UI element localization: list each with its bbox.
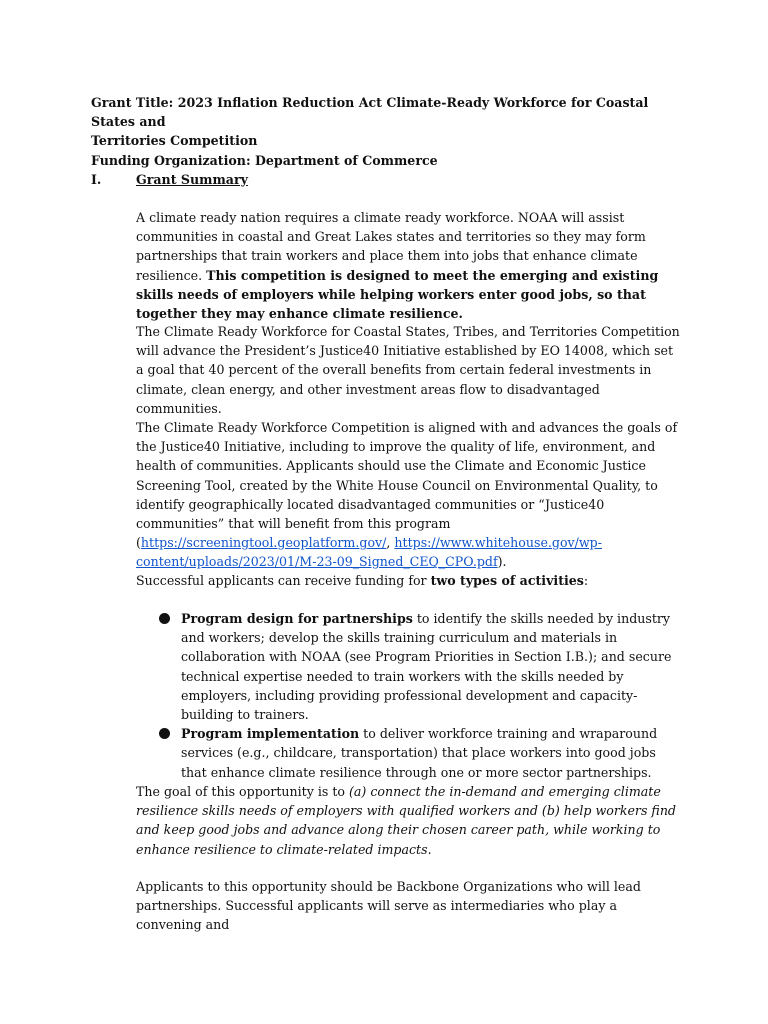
paragraph-intro xyxy=(136,208,681,323)
paragraph-activities-text: Successful applicants can receive funding for xyxy=(136,573,431,588)
list-item-text: to identify the skills needed by industry and workers; develop the skills training curriculum and materials in collaboration with NOAA (see Program Priorities in Section I.B.); and secure technical expertise needed to train workers with the skills needed by employers, including providing professional development and capacity-building to trainers. xyxy=(181,611,672,723)
paragraph-applicants xyxy=(136,877,681,935)
paragraph-activities-bold: two types of activities xyxy=(430,573,584,588)
list-item xyxy=(136,724,681,782)
paragraph-alignment-end: ). xyxy=(497,554,507,570)
section-number: I. xyxy=(91,172,102,187)
paragraph-applicants-text: Applicants to this opportunity should be Backbone Organizations who will lead partnerships. Successful applicants will serve as intermediaries who play a convening and xyxy=(136,879,641,933)
paragraph-goal-italic: (a) connect the in-demand and emerging climate resilience skills needs of employers with qualified workers and (b) help workers find and keep good jobs and advance along their chosen career path, while working to enhance resilience to climate-related impacts. xyxy=(136,784,676,857)
grant-title-line-1: Grant Title: 2023 Inflation Reduction Act Climate-Ready Workforce for Coastal States and xyxy=(91,95,649,130)
grant-title-line-2: Territories Competition xyxy=(91,133,258,149)
list-item-bold: Program implementation xyxy=(181,726,360,742)
paragraph-goal xyxy=(136,782,681,859)
whitehouse-memo-link[interactable]: https://www.whitehouse.gov/wp-content/uploads/2023/01/M-23-09_Signed_CEQ_CPO.pdf xyxy=(136,535,602,570)
section-heading xyxy=(91,170,248,189)
paragraph-activities-end: : xyxy=(583,573,589,588)
screeningtool-link[interactable]: https://screeningtool.geoplatform.gov/ xyxy=(140,535,387,551)
paragraph-alignment-text: The Climate Ready Workforce Competition is aligned with and advances the goals of the Justice40 Initiative, including to improve the quality of life, environment, and health of communities. Applicants should use the Climate and Economic Justice Screening Tool, created by the White House Council on Environmental Quality, to identify geographically located disadvantaged communities or “Justice40 communities” that will benefit from this program ( xyxy=(136,420,678,551)
paragraph-activities xyxy=(136,571,681,590)
bullet-icon xyxy=(159,728,170,739)
list-item xyxy=(136,609,681,724)
section-title: Grant Summary xyxy=(136,172,248,187)
bullet-icon xyxy=(159,613,170,624)
link-separator: , xyxy=(386,535,395,551)
paragraph-justice40 xyxy=(136,322,681,418)
activities-list xyxy=(136,609,681,782)
paragraph-intro-text: A climate ready nation requires a climate ready workforce. NOAA will assist communities in coastal and Great Lakes states and territories so they may form partnerships that train workers and place them into jobs that enhance climate resilience. xyxy=(136,210,646,283)
paragraph-justice40-text: The Climate Ready Workforce for Coastal States, Tribes, and Territories Competition will advance the President’s Justice40 Initiative established by EO 14008, which set a goal that 40 percent of the overall benefits from certain federal investments in climate, clean energy, and other investment areas flow to disadvantaged communities. xyxy=(136,324,680,416)
funding-organization: Funding Organization: Department of Commerce xyxy=(91,152,438,168)
paragraph-intro-bold: This competition is designed to meet the emerging and existing skills needs of employers while helping workers enter good jobs, so that together they may enhance climate resilience. xyxy=(136,267,659,322)
list-item-bold: Program design for partnerships xyxy=(181,611,413,626)
document-header xyxy=(91,93,691,170)
paragraph-goal-text: The goal of this opportunity is to xyxy=(136,784,349,799)
paragraph-alignment xyxy=(136,418,681,572)
list-item-text: to deliver workforce training and wraparound services (e.g., childcare, transportation) that place workers into good jobs that enhance climate resilience through one or more sector partnerships. xyxy=(181,726,658,780)
